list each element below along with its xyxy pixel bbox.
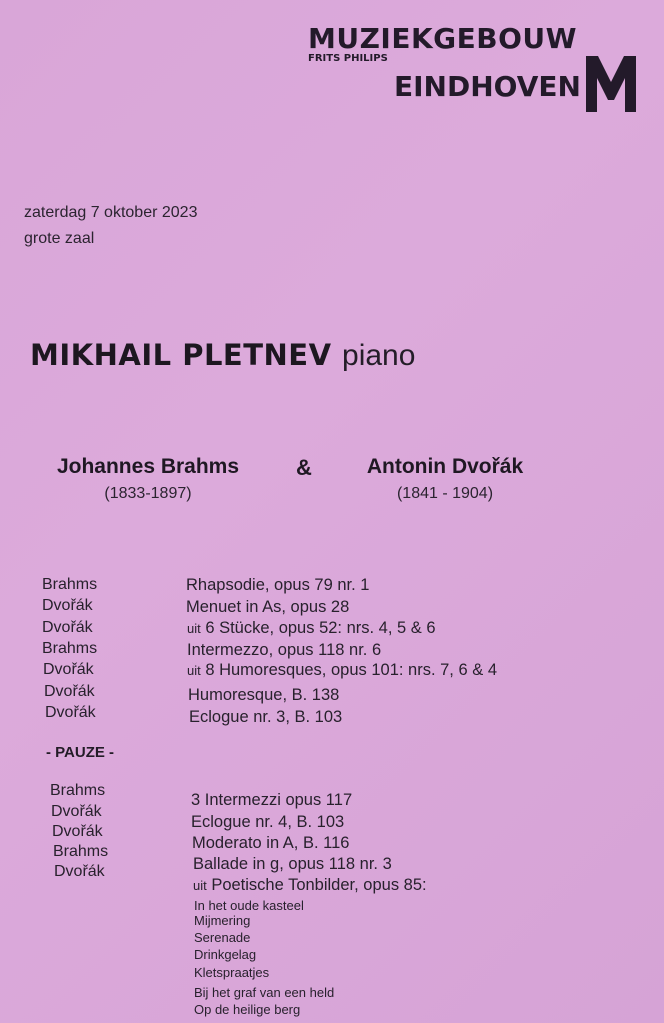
logo-line-3: EINDHOVEN <box>394 70 581 103</box>
event-venue: grote zaal <box>24 230 95 247</box>
movement-item: Op de heilige berg <box>194 1002 301 1017</box>
item-work <box>186 576 369 595</box>
item-work-title: Ballade in g, opus 118 nr. 3 <box>193 855 392 873</box>
composer-brahms <box>30 455 266 503</box>
item-work <box>187 641 381 660</box>
item-work <box>187 619 436 638</box>
item-composer: Dvořák <box>42 619 93 636</box>
item-work <box>189 708 342 727</box>
event-date: zaterdag 7 oktober 2023 <box>24 204 198 221</box>
item-work <box>187 661 497 680</box>
item-composer: Brahms <box>42 576 98 593</box>
movement-item: Drinkgelag <box>194 947 257 962</box>
item-work-title: 6 Stücke, opus 52: nrs. 4, 5 & 6 <box>205 619 436 637</box>
item-composer: Dvořák <box>52 823 103 840</box>
performer-instrument: piano <box>342 339 416 372</box>
composer-dvorak <box>340 455 550 503</box>
logo-m-icon <box>584 52 638 114</box>
movement-item: Serenade <box>194 930 251 945</box>
item-work-title: Eclogue nr. 3, B. 103 <box>189 708 343 726</box>
ampersand: & <box>296 455 312 480</box>
item-composer: Brahms <box>50 782 106 799</box>
logo-line-1: MUZIEKGEBOUW <box>308 22 578 55</box>
item-work-title: Poetische Tonbilder, opus 85: <box>211 876 427 894</box>
movement-item: Bij het graf van een held <box>194 985 335 1000</box>
item-prefix: uit <box>193 878 207 893</box>
item-work <box>193 876 427 895</box>
item-prefix: uit <box>187 621 201 636</box>
item-work-title: Intermezzo, opus 118 nr. 6 <box>187 641 382 659</box>
item-composer: Dvořák <box>45 704 96 721</box>
item-work <box>193 855 392 874</box>
item-composer: Dvořák <box>54 863 105 880</box>
composer-name: Antonin Dvořák <box>366 455 524 478</box>
item-composer: Dvořák <box>51 803 102 820</box>
item-work <box>191 791 352 810</box>
venue-logo <box>308 18 648 118</box>
event-info <box>24 200 197 252</box>
intermission-label: - PAUZE - <box>46 744 115 761</box>
composer-years: (1833-1897) <box>104 485 192 502</box>
item-work <box>191 813 344 832</box>
logo-line-2: FRITS PHILIPS <box>308 53 388 64</box>
movement-item: Kletspraatjes <box>194 965 270 980</box>
item-work <box>188 686 339 705</box>
performer-name: MIKHAIL PLETNEV <box>30 338 332 372</box>
item-work-title: Rhapsodie, opus 79 nr. 1 <box>186 576 370 594</box>
item-work <box>192 834 349 853</box>
performer-headline <box>30 338 415 373</box>
composer-years: (1841 - 1904) <box>396 485 494 502</box>
item-composer: Dvořák <box>42 597 93 614</box>
item-work-title: Humoresque, B. 138 <box>188 686 340 704</box>
item-work-title: 3 Intermezzi opus 117 <box>191 791 353 809</box>
item-prefix: uit <box>187 663 201 678</box>
item-composer: Dvořák <box>43 661 94 678</box>
item-work-title: Eclogue nr. 4, B. 103 <box>191 813 345 831</box>
movement-item: In het oude kasteel <box>194 898 304 913</box>
item-work-title: 8 Humoresques, opus 101: nrs. 7, 6 & 4 <box>205 661 497 679</box>
item-work-title: Menuet in As, opus 28 <box>186 598 350 616</box>
item-work-title: Moderato in A, B. 116 <box>192 834 350 852</box>
item-composer: Dvořák <box>44 683 95 700</box>
item-work <box>186 598 349 617</box>
movement-item: Mijmering <box>194 913 251 928</box>
item-composer: Brahms <box>53 843 109 860</box>
item-composer: Brahms <box>42 640 98 657</box>
composer-name: Johannes Brahms <box>56 455 240 478</box>
